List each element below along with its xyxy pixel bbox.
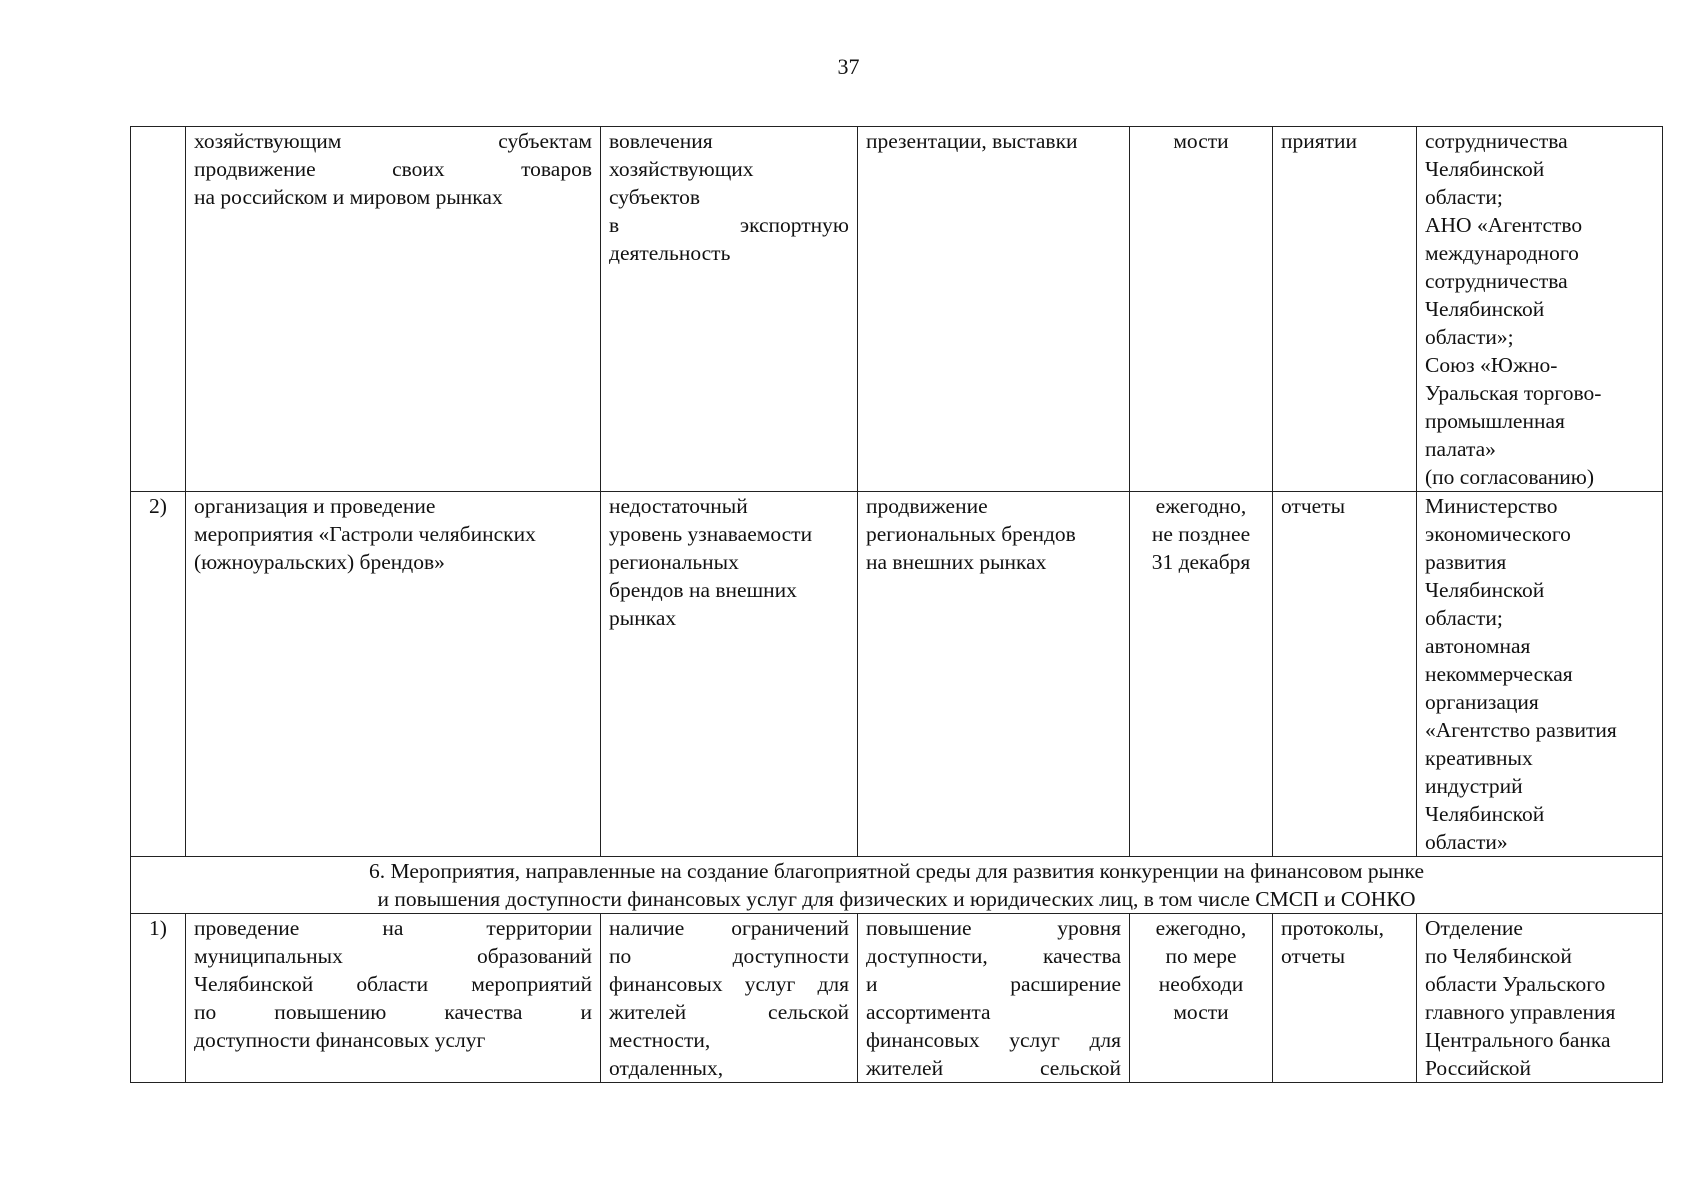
text-line: презентации, выставки xyxy=(866,129,1078,153)
text-line: по повышению качества и xyxy=(194,1000,592,1024)
text-line: Челябинской области мероприятий xyxy=(194,972,592,996)
text-line: ежегодно, xyxy=(1155,916,1247,940)
text-line: организация xyxy=(1425,690,1539,714)
text-line: отдаленных, xyxy=(609,1056,724,1080)
text-line: продвижение xyxy=(866,494,988,518)
text-line: вовлечения xyxy=(609,129,713,153)
text-line: уровень узнаваемости xyxy=(609,522,813,546)
measures-table xyxy=(130,126,1663,1083)
text-line: промышленная xyxy=(1425,409,1565,433)
row-number xyxy=(131,127,186,492)
text-line: отчеты xyxy=(1281,494,1346,518)
responsible-cell xyxy=(1417,492,1663,857)
text-line: хозяйствующих xyxy=(609,157,754,181)
text-line: 31 декабря xyxy=(1151,550,1251,574)
table-row xyxy=(131,127,1663,492)
text-line: муниципальных образований xyxy=(194,944,592,968)
text-line: Союз «Южно- xyxy=(1425,353,1558,377)
text-line: сотрудничества xyxy=(1425,269,1568,293)
result-cell xyxy=(858,914,1130,1083)
deadline-cell xyxy=(1130,914,1273,1083)
text-line: региональных брендов xyxy=(866,522,1076,546)
text-line: на внешних рынках xyxy=(866,550,1047,574)
table-row xyxy=(131,492,1663,857)
text-line: главного управления xyxy=(1425,1000,1616,1024)
text-line: по доступности xyxy=(609,944,849,968)
responsible-cell xyxy=(1417,127,1663,492)
text-line: (южноуральских) брендов» xyxy=(194,550,445,574)
text-line: по Челябинской xyxy=(1425,944,1572,968)
section-title-line: 6. Мероприятия, направленные на создание благоприятной среды для развития конкуренции на финансовом рынке xyxy=(368,859,1424,883)
docs-cell xyxy=(1273,492,1417,857)
text-line: продвижение своих товаров xyxy=(194,157,592,181)
result-cell xyxy=(858,492,1130,857)
text-line: развития xyxy=(1425,550,1507,574)
text-line: автономная xyxy=(1425,634,1531,658)
text-line: рынках xyxy=(609,606,677,630)
text-line: Министерство xyxy=(1425,494,1558,518)
docs-cell xyxy=(1273,127,1417,492)
text-line: сотрудничества xyxy=(1425,129,1568,153)
page-number: 37 xyxy=(837,54,860,79)
text-line: повышение уровня xyxy=(866,916,1121,940)
text-line: мероприятия «Гастроли челябинских xyxy=(194,522,536,546)
section-header-row xyxy=(131,857,1663,914)
problem-cell xyxy=(601,914,858,1083)
text-line: местности, xyxy=(609,1028,711,1052)
text-line: деятельность xyxy=(609,241,731,265)
text-line: наличие ограничений xyxy=(609,916,849,940)
deadline-cell xyxy=(1130,492,1273,857)
text-line: доступности финансовых услуг xyxy=(194,1028,486,1052)
text-line: хозяйствующим субъектам xyxy=(194,129,592,153)
text-line: мости xyxy=(1173,129,1229,153)
text-line: субъектов xyxy=(609,185,700,209)
text-line: и расширение xyxy=(866,972,1121,996)
text-line: региональных xyxy=(609,550,739,574)
row-number: 2) xyxy=(131,492,186,857)
problem-cell xyxy=(601,492,858,857)
text-line: Челябинской xyxy=(1425,157,1545,181)
responsible-cell xyxy=(1417,914,1663,1083)
text-line: креативных xyxy=(1425,746,1533,770)
text-line: доступности, качества xyxy=(866,944,1121,968)
problem-cell xyxy=(601,127,858,492)
section-title-line: и повышения доступности финансовых услуг для физических и юридических лиц, в том числе СМСП и СОНКО xyxy=(377,887,1416,911)
text-line: области»; xyxy=(1425,325,1514,349)
docs-cell xyxy=(1273,914,1417,1083)
event-cell xyxy=(186,914,601,1083)
row-number: 1) xyxy=(131,914,186,1083)
text-line: (по согласованию) xyxy=(1425,465,1595,489)
text-line: мости xyxy=(1173,1000,1229,1024)
text-line: жителей сельской xyxy=(609,1000,849,1024)
text-line: не позднее xyxy=(1151,522,1251,546)
text-line: недостаточный xyxy=(609,494,748,518)
event-cell xyxy=(186,127,601,492)
text-line: по мере xyxy=(1165,944,1237,968)
text-line: приятии xyxy=(1281,129,1358,153)
text-line: некоммерческая xyxy=(1425,662,1573,686)
text-line: области Уральского xyxy=(1425,972,1606,996)
text-line: области; xyxy=(1425,606,1503,630)
text-line: Центрального банка xyxy=(1425,1028,1611,1052)
text-line: ежегодно, xyxy=(1155,494,1247,518)
text-line: жителей сельской xyxy=(866,1056,1121,1080)
text-line: Отделение xyxy=(1425,916,1523,940)
text-line: АНО «Агентство xyxy=(1425,213,1583,237)
text-line: финансовых услуг для xyxy=(866,1028,1121,1052)
text-line: палата» xyxy=(1425,437,1496,461)
text-line: отчеты xyxy=(1281,944,1346,968)
text-line: экономического xyxy=(1425,522,1571,546)
table-row xyxy=(131,914,1663,1083)
section-title xyxy=(131,857,1663,914)
text-line: в экспортную xyxy=(609,213,849,237)
text-line: области» xyxy=(1425,830,1508,854)
text-line: «Агентство развития xyxy=(1425,718,1617,742)
text-line: международного xyxy=(1425,241,1579,265)
text-line: протоколы, xyxy=(1281,916,1384,940)
deadline-cell xyxy=(1130,127,1273,492)
text-line: необходи xyxy=(1158,972,1244,996)
text-line: Российской xyxy=(1425,1056,1531,1080)
text-line: ассортимента xyxy=(866,1000,991,1024)
text-line: Уральская торгово- xyxy=(1425,381,1602,405)
event-cell xyxy=(186,492,601,857)
text-line: организация и проведение xyxy=(194,494,436,518)
text-line: финансовых услуг для xyxy=(609,972,849,996)
text-line: проведение на территории xyxy=(194,916,592,940)
text-line: Челябинской xyxy=(1425,297,1545,321)
text-line: брендов на внешних xyxy=(609,578,797,602)
text-line: Челябинской xyxy=(1425,578,1545,602)
text-line: на российском и мировом рынках xyxy=(194,185,503,209)
result-cell xyxy=(858,127,1130,492)
text-line: области; xyxy=(1425,185,1503,209)
text-line: индустрий xyxy=(1425,774,1523,798)
text-line: Челябинской xyxy=(1425,802,1545,826)
